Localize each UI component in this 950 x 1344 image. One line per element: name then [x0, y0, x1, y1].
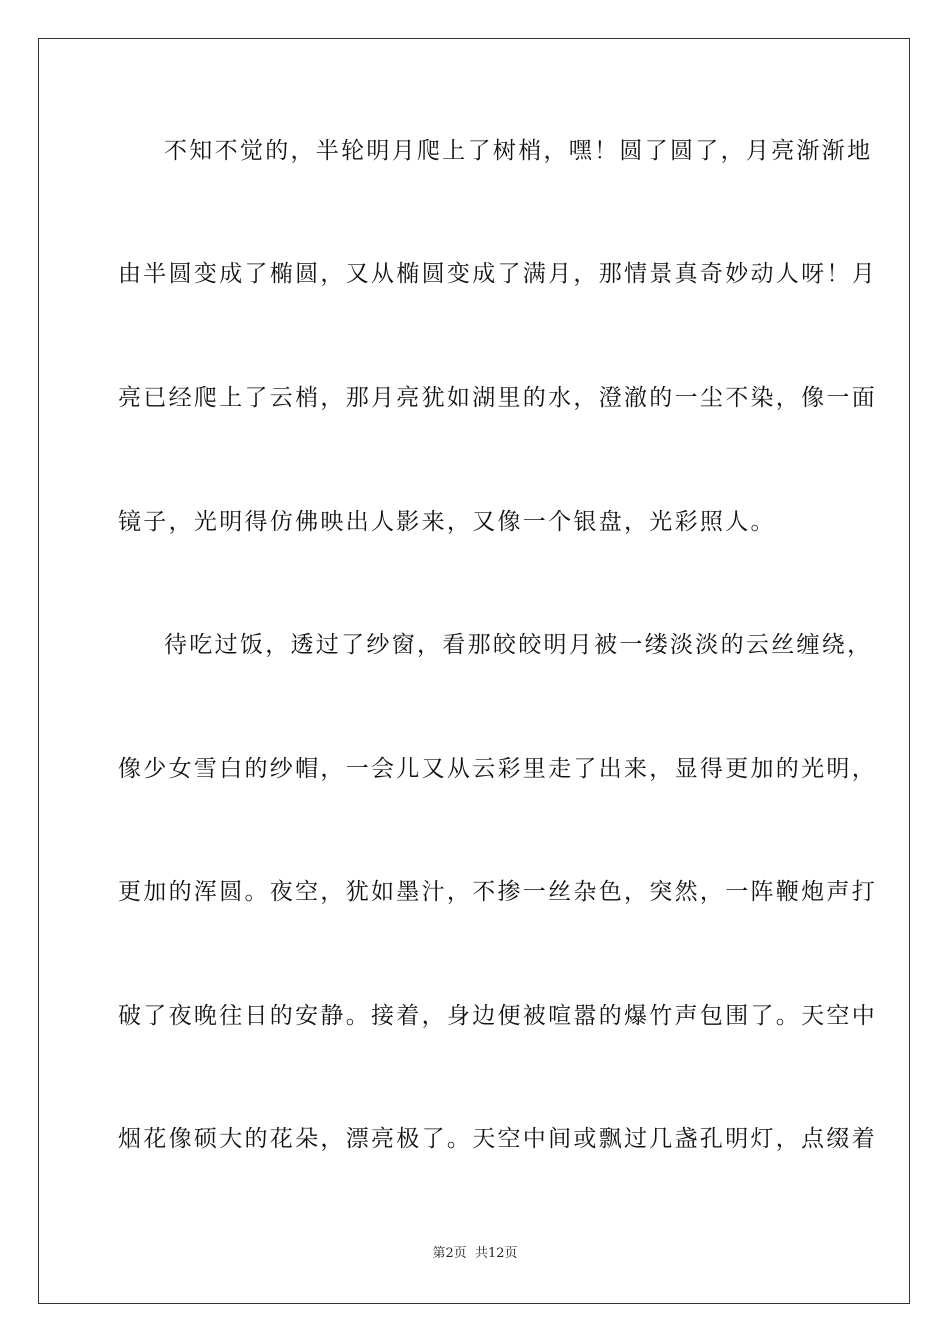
paragraph-2-line-3: 更加的浑圆。夜空，犹如墨汁，不掺一丝杂色，突然，一阵鞭炮声打: [118, 879, 877, 905]
paragraph-1-line-2: 由半圆变成了椭圆，又从椭圆变成了满月，那情景真奇妙动人呀！月: [118, 261, 877, 287]
page-number-footer: 第2页 共12页: [432, 1246, 518, 1261]
page-border: [38, 38, 910, 1304]
paragraph-2-line-5: 烟花像硕大的花朵，漂亮极了。天空中间或飘过几盏孔明灯，点缀着: [118, 1126, 877, 1152]
paragraph-2-line-4: 破了夜晚往日的安静。接着，身边便被喧嚣的爆竹声包围了。天空中: [118, 1003, 877, 1029]
paragraph-1-line-1: 不知不觉的，半轮明月爬上了树梢，嘿！圆了圆了，月亮渐渐地: [164, 138, 873, 164]
paragraph-1-line-3: 亮已经爬上了云梢，那月亮犹如湖里的水，澄澈的一尘不染，像一面: [118, 385, 877, 411]
paragraph-1-line-4: 镜子，光明得仿佛映出人影来，又像一个银盘，光彩照人。: [118, 509, 776, 535]
paragraph-2-line-2: 像少女雪白的纱帽，一会儿又从云彩里走了出来，显得更加的光明，: [118, 756, 877, 782]
paragraph-2-line-1: 待吃过饭，透过了纱窗，看那皎皎明月被一缕淡淡的云丝缠绕，: [164, 632, 873, 658]
